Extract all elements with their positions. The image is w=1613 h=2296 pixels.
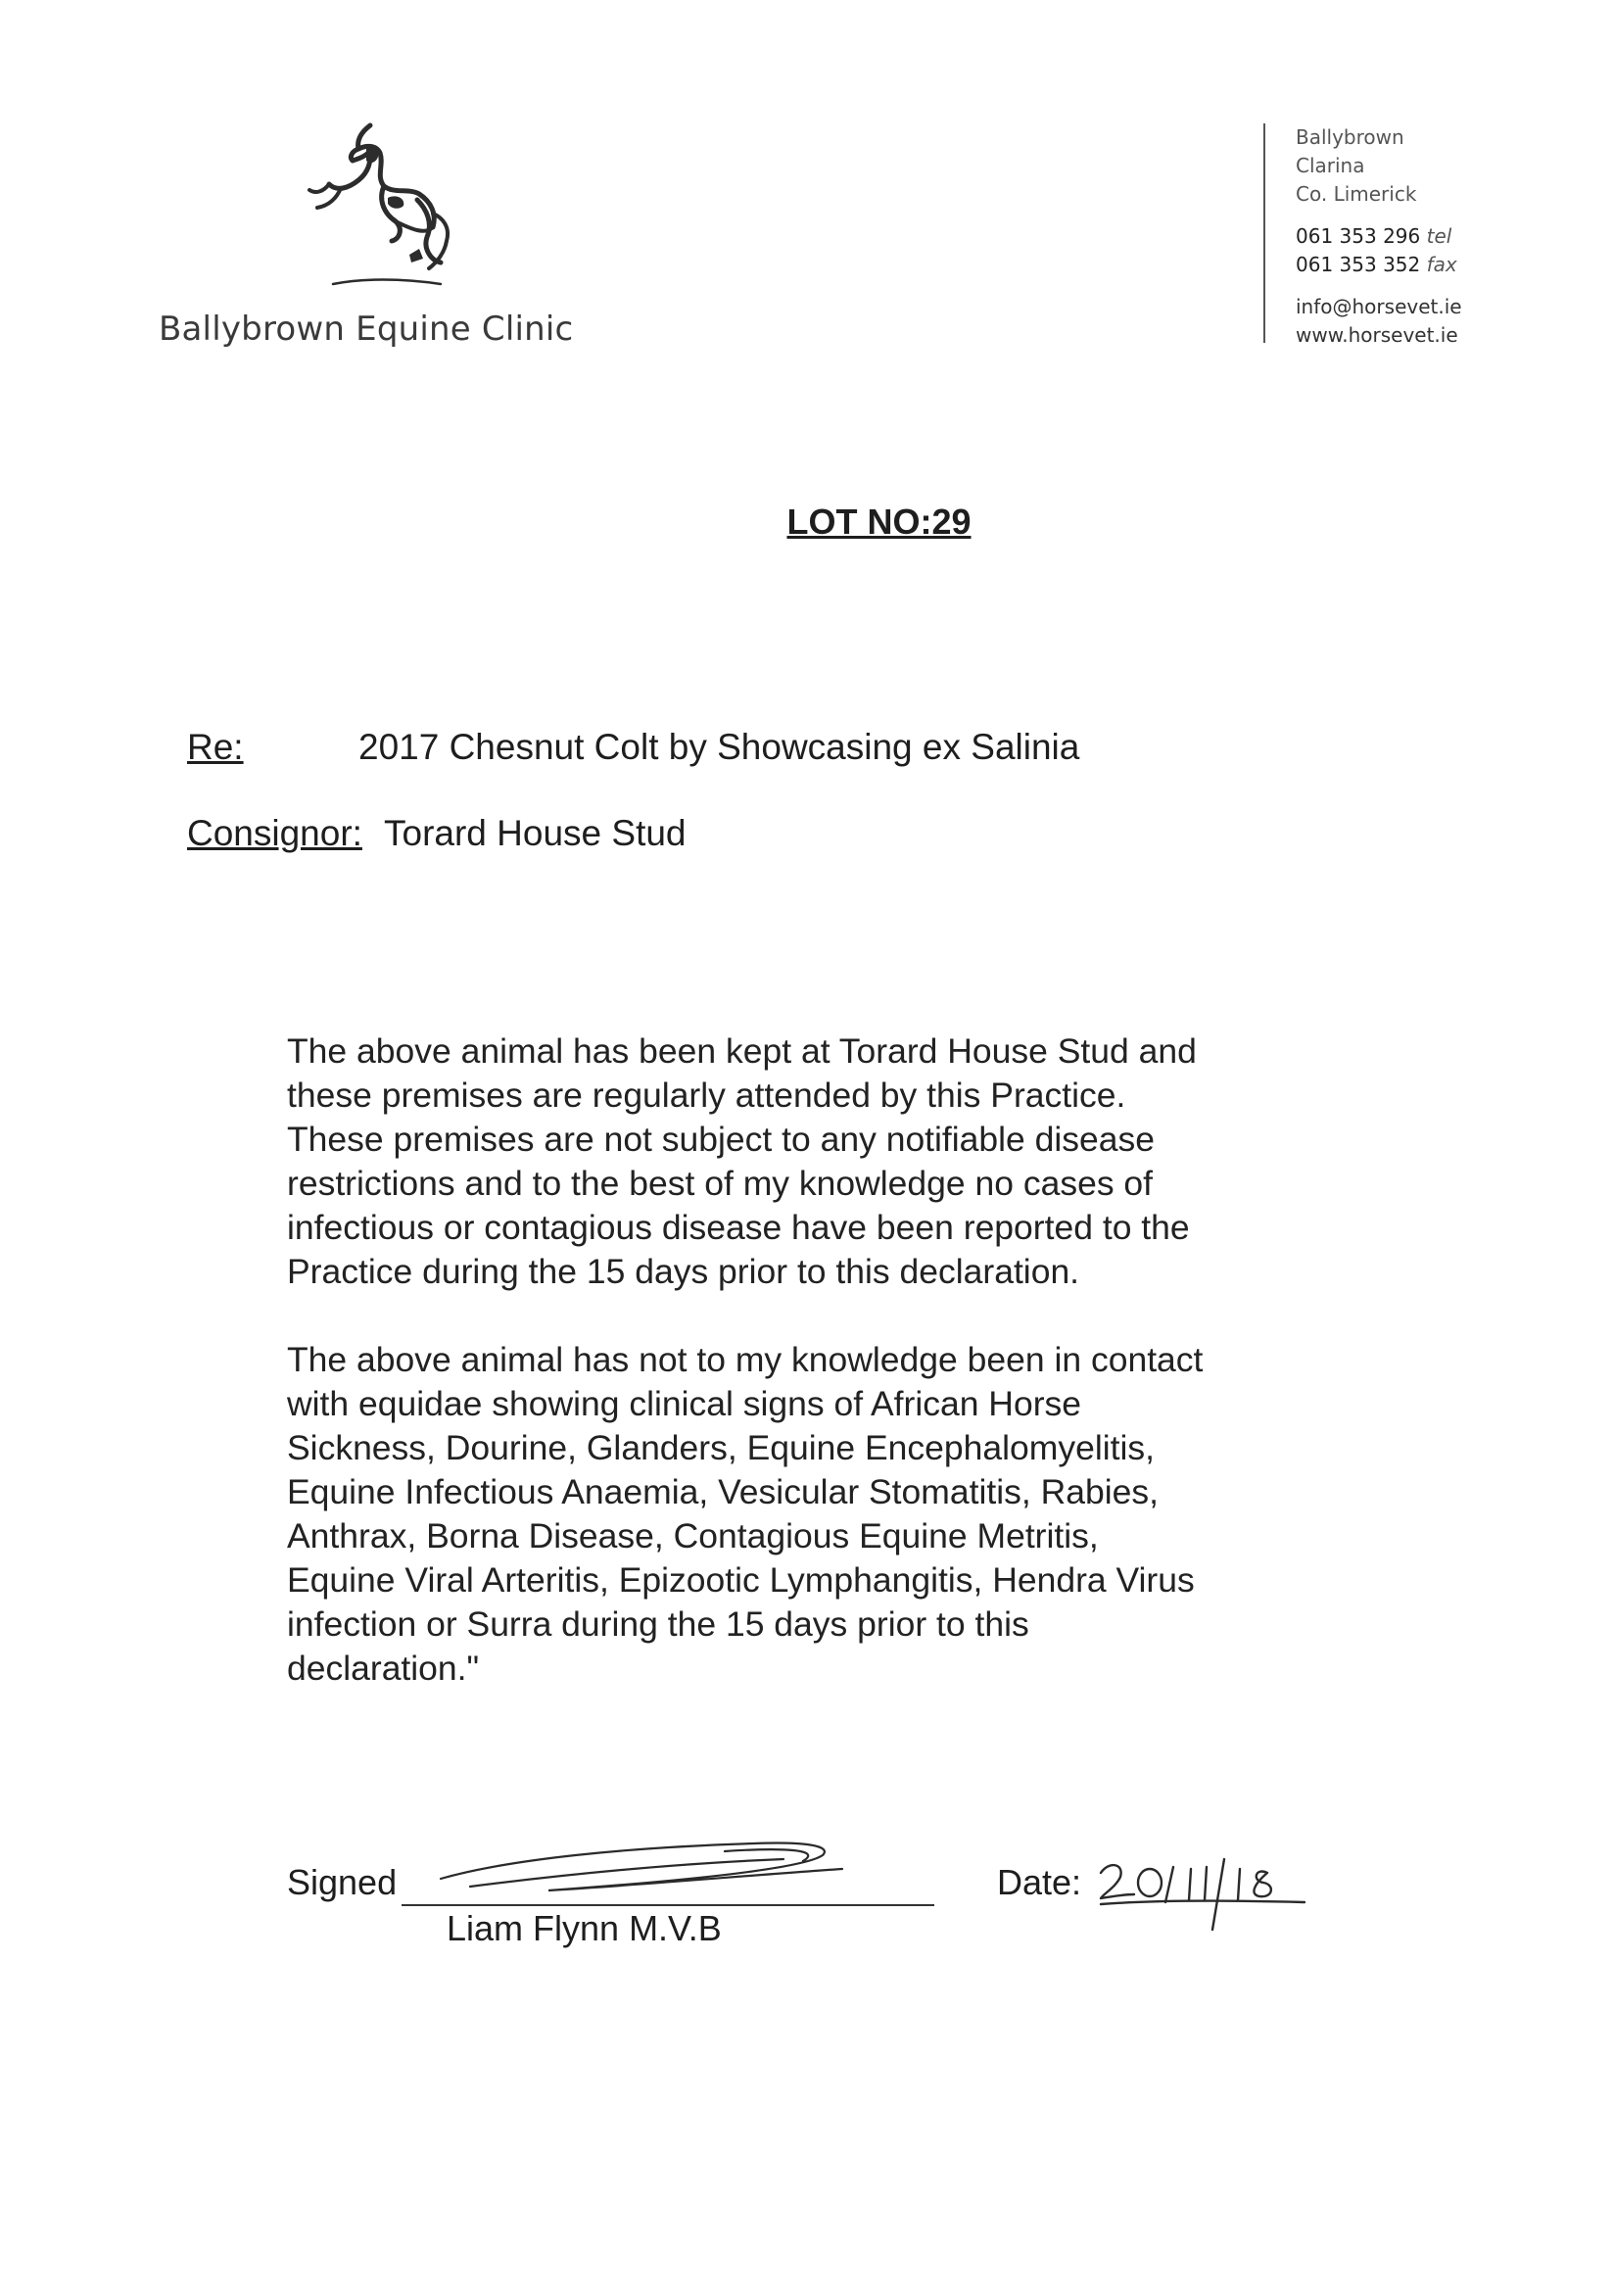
re-label: Re: bbox=[187, 727, 244, 767]
clinic-name: Ballybrown Equine Clinic bbox=[159, 310, 574, 349]
handwritten-date bbox=[1095, 1851, 1310, 1939]
email-link[interactable]: info@horsevet.ie bbox=[1296, 295, 1462, 318]
date-label: Date: bbox=[997, 1862, 1082, 1902]
paragraph-line: restrictions and to the best of my knowledge no cases of bbox=[287, 1164, 1154, 1203]
fax-label: fax bbox=[1426, 253, 1457, 276]
paragraph-line: Equine Viral Arteritis, Epizootic Lymphangitis, Hendra Virus bbox=[287, 1560, 1195, 1600]
address bbox=[1296, 123, 1462, 209]
lot-label: LOT NO: bbox=[786, 502, 932, 542]
fax-line bbox=[1296, 251, 1462, 279]
address-line: Ballybrown bbox=[1296, 125, 1404, 149]
paragraph-line: The above animal has not to my knowledge been in contact bbox=[287, 1340, 1204, 1379]
paragraph-line: These premises are not subject to any notifiable disease bbox=[287, 1120, 1156, 1159]
paragraph-line: these premises are regularly attended by this Practice. bbox=[287, 1076, 1126, 1115]
address-line: Co. Limerick bbox=[1296, 182, 1417, 206]
paragraph-line: infectious or contagious disease have been reported to the bbox=[287, 1208, 1190, 1247]
consignor-label: Consignor: bbox=[187, 813, 362, 853]
website-link[interactable]: www.horsevet.ie bbox=[1296, 323, 1458, 347]
phone-label: tel bbox=[1426, 224, 1452, 248]
paragraph-line: Practice during the 15 days prior to this declaration. bbox=[287, 1252, 1080, 1291]
paragraph-line: infection or Surra during the 15 days prior to this bbox=[287, 1604, 1029, 1644]
paragraph-line: Anthrax, Borna Disease, Contagious Equine Metritis, bbox=[287, 1516, 1099, 1555]
signed-label: Signed bbox=[287, 1862, 398, 1902]
re-value: 2017 Chesnut Colt by Showcasing ex Salinia bbox=[358, 727, 1080, 767]
phone-line bbox=[1296, 222, 1462, 251]
lot-number: 29 bbox=[931, 502, 972, 542]
paragraph-line: declaration." bbox=[287, 1649, 480, 1688]
paragraph-line: Equine Infectious Anaemia, Vesicular Stomatitis, Rabies, bbox=[287, 1472, 1159, 1511]
phone-number: 061 353 296 bbox=[1296, 224, 1421, 248]
contact-divider bbox=[1263, 123, 1265, 343]
declaration-paragraph-2 bbox=[287, 1338, 1325, 1691]
declaration-paragraph-1 bbox=[287, 1029, 1325, 1294]
signer-name: Liam Flynn M.V.B bbox=[447, 1908, 722, 1948]
fax-number: 061 353 352 bbox=[1296, 253, 1421, 276]
lot-heading bbox=[0, 502, 1613, 543]
rearing-horse-icon bbox=[294, 116, 460, 292]
address-line: Clarina bbox=[1296, 154, 1365, 177]
paragraph-line: Sickness, Dourine, Glanders, Equine Encephalomyelitis, bbox=[287, 1428, 1155, 1467]
consignor-value: Torard House Stud bbox=[384, 813, 687, 853]
handwritten-signature bbox=[431, 1830, 979, 1918]
paragraph-line: The above animal has been kept at Torard House Stud and bbox=[287, 1031, 1197, 1071]
paragraph-line: with equidae showing clinical signs of African Horse bbox=[287, 1384, 1082, 1423]
contact-block bbox=[1296, 123, 1462, 350]
